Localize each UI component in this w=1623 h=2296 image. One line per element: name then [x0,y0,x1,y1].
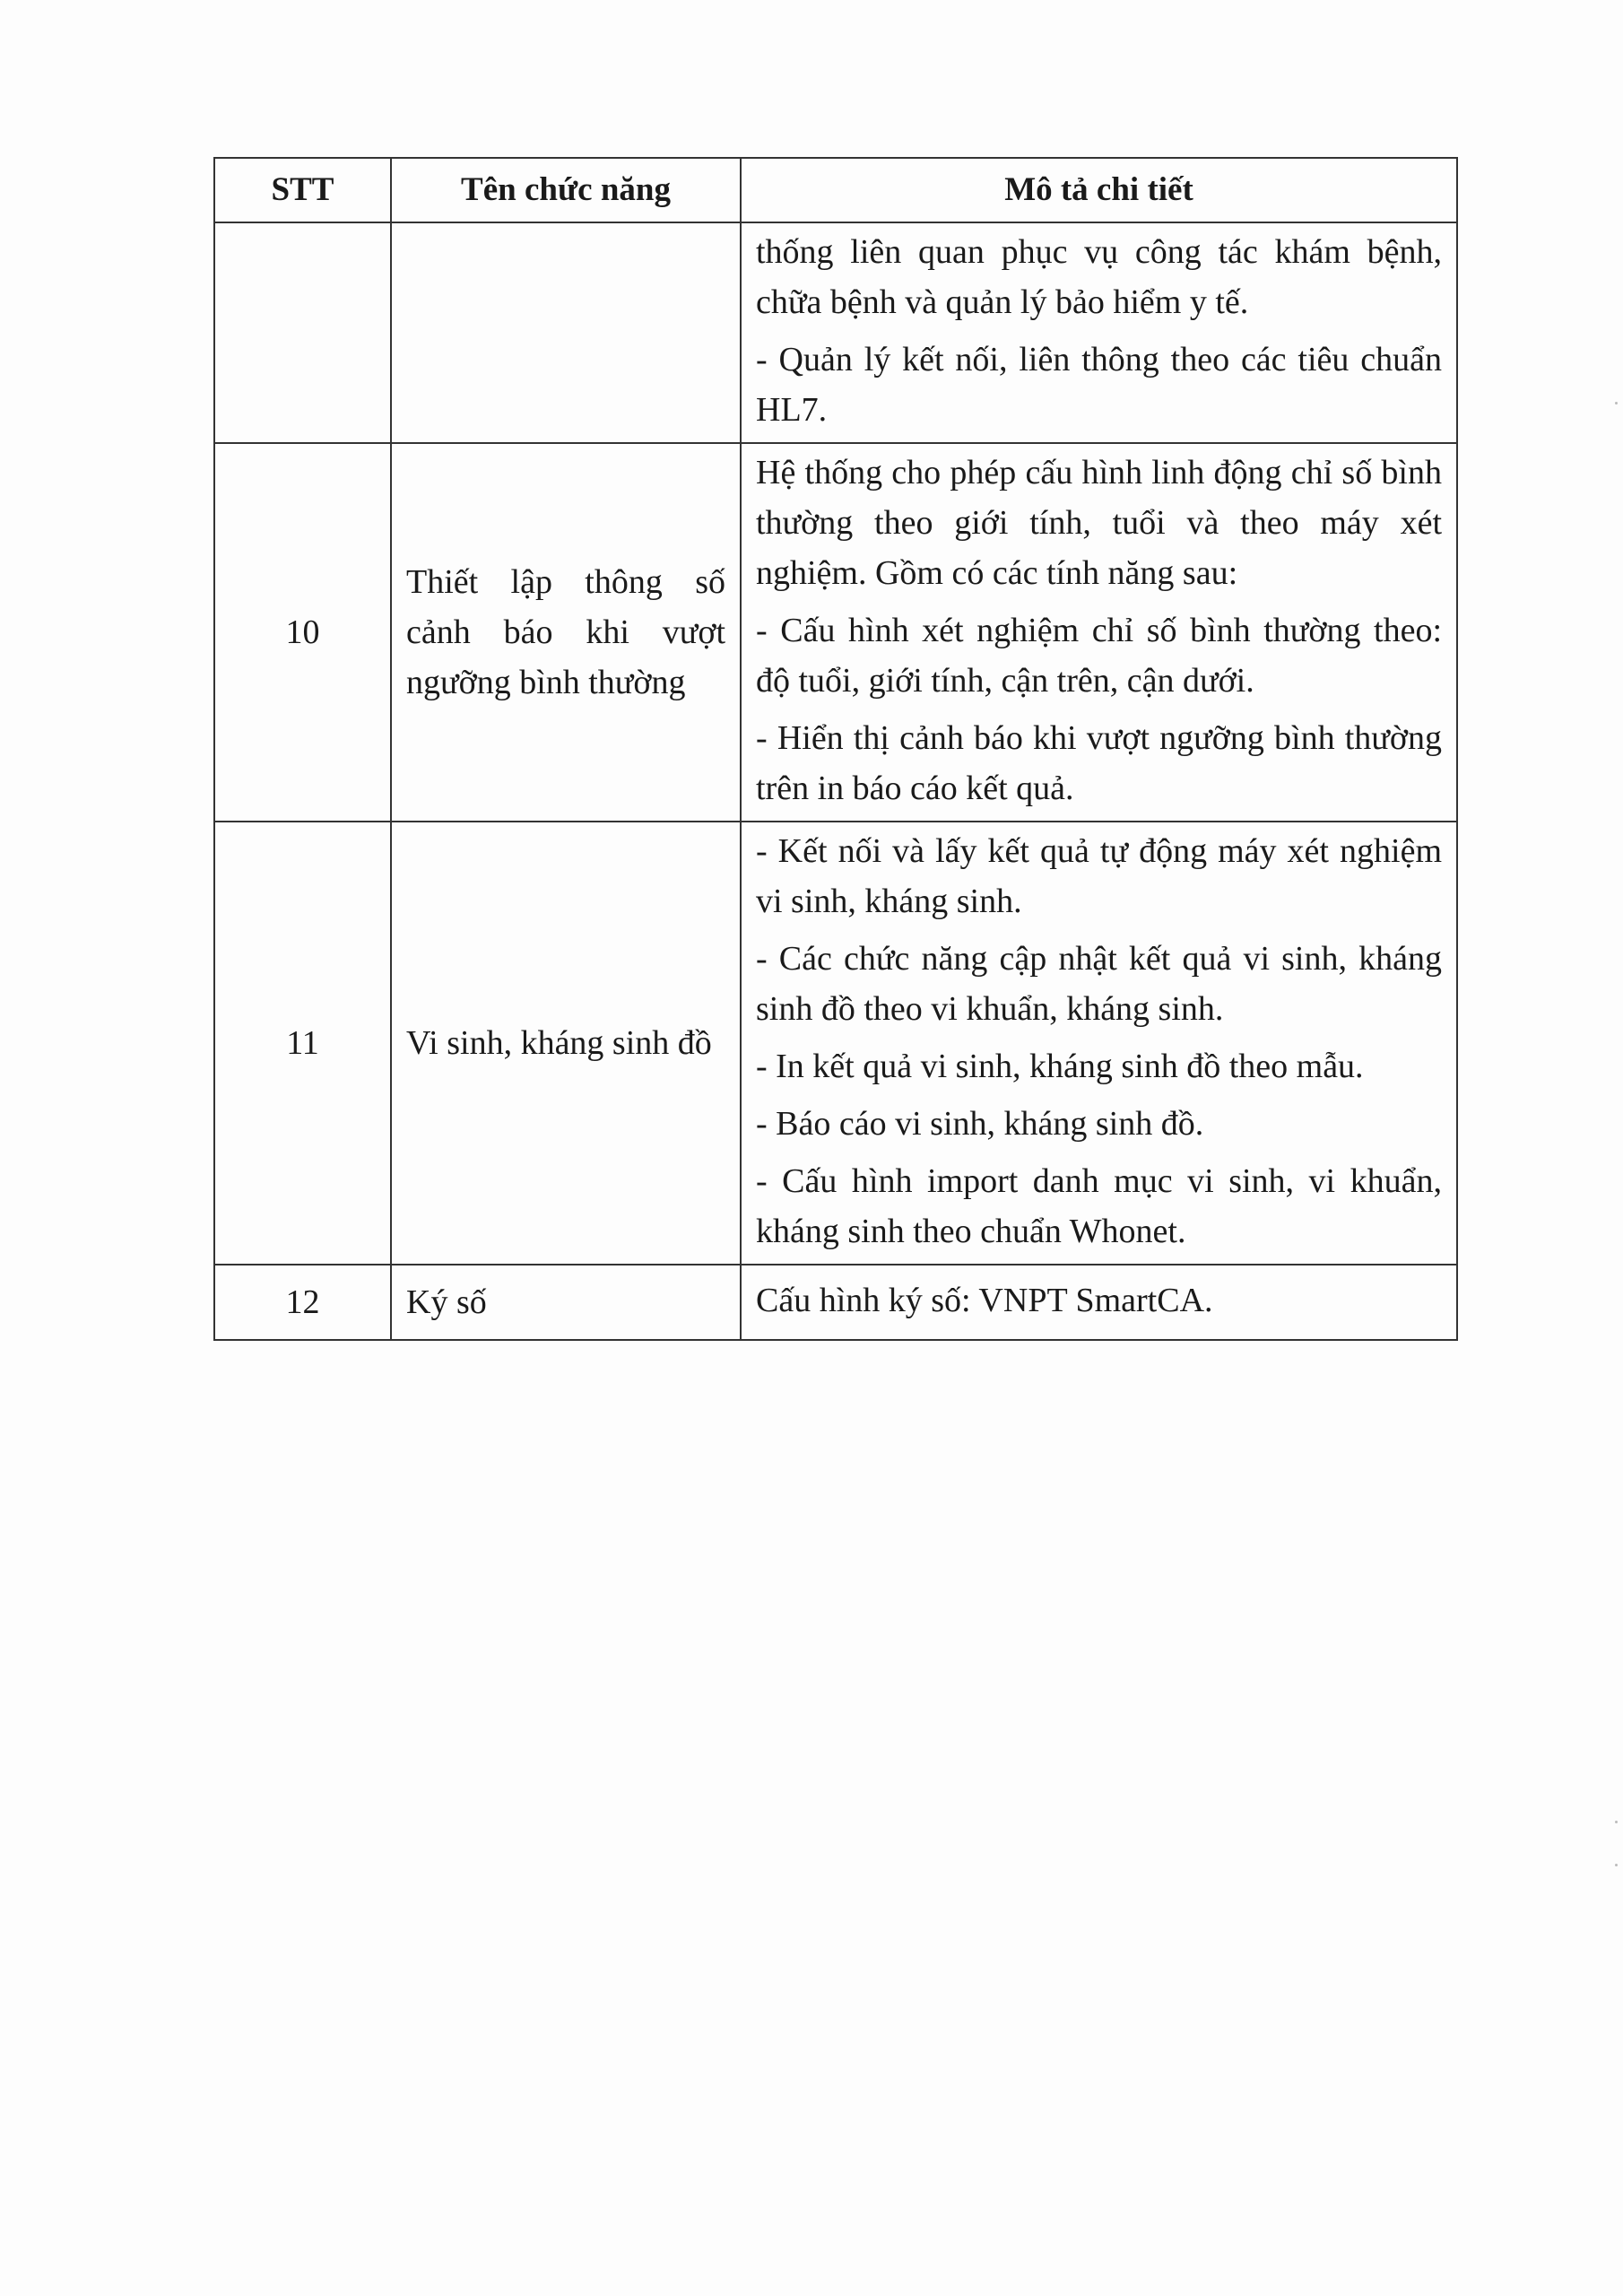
function-spec-table [213,157,1458,1341]
row-stt [214,222,391,443]
row-stt: 11 [214,822,391,1265]
row-description [741,1265,1457,1340]
row-function-name [391,443,741,822]
row-function-name: Vi sinh, kháng sinh đồ [391,822,741,1265]
table-row [214,1265,1457,1340]
scan-speck [1615,1821,1618,1823]
description-line: - Cấu hình xét nghiệm chỉ số bình thường theo: độ tuổi, giới tính, cận trên, cận dưới. [756,612,1442,700]
description-line: - Cấu hình import danh mục vi sinh, vi khuẩn, kháng sinh theo chuẩn Whonet. [756,1162,1442,1250]
description-line: - Hiển thị cảnh báo khi vượt ngưỡng bình thường trên in báo cáo kết quả. [756,719,1442,807]
row-stt: 12 [214,1265,391,1340]
row-description [741,443,1457,822]
row-function-name: Ký số [391,1265,741,1340]
row-description [741,822,1457,1265]
table-row [214,222,1457,443]
description-line: - Các chức năng cập nhật kết quả vi sinh, kháng sinh đồ theo vi khuẩn, kháng sinh. [756,940,1442,1028]
function-name-text: Thiết lập thông số cảnh báo khi vượt ngưỡng bình thường [406,563,725,701]
header-description: Mô tả chi tiết [741,158,1457,222]
table-header-row [214,158,1457,222]
header-function-name: Tên chức năng [391,158,741,222]
description-line: thống liên quan phục vụ công tác khám bệnh, chữa bệnh và quản lý bảo hiểm y tế. [756,233,1442,321]
scan-speck [1615,402,1618,404]
scan-speck [1615,1864,1618,1866]
table-row [214,443,1457,822]
row-description [741,222,1457,443]
table-row [214,822,1457,1265]
description-line: - Kết nối và lấy kết quả tự động máy xét nghiệm vi sinh, kháng sinh. [756,832,1442,920]
description-line: - Báo cáo vi sinh, kháng sinh đồ. [756,1105,1204,1143]
description-line: - Quản lý kết nối, liên thông theo các tiêu chuẩn HL7. [756,341,1442,429]
row-stt: 10 [214,443,391,822]
description-line: - In kết quả vi sinh, kháng sinh đồ theo mẫu. [756,1048,1364,1085]
description-line: Hệ thống cho phép cấu hình linh động chỉ số bình thường theo giới tính, tuổi và theo máy xét nghiệm. Gồm có các tính năng sau: [756,454,1442,592]
description-line: Cấu hình ký số: VNPT SmartCA. [756,1282,1213,1319]
header-stt: STT [214,158,391,222]
row-function-name [391,222,741,443]
